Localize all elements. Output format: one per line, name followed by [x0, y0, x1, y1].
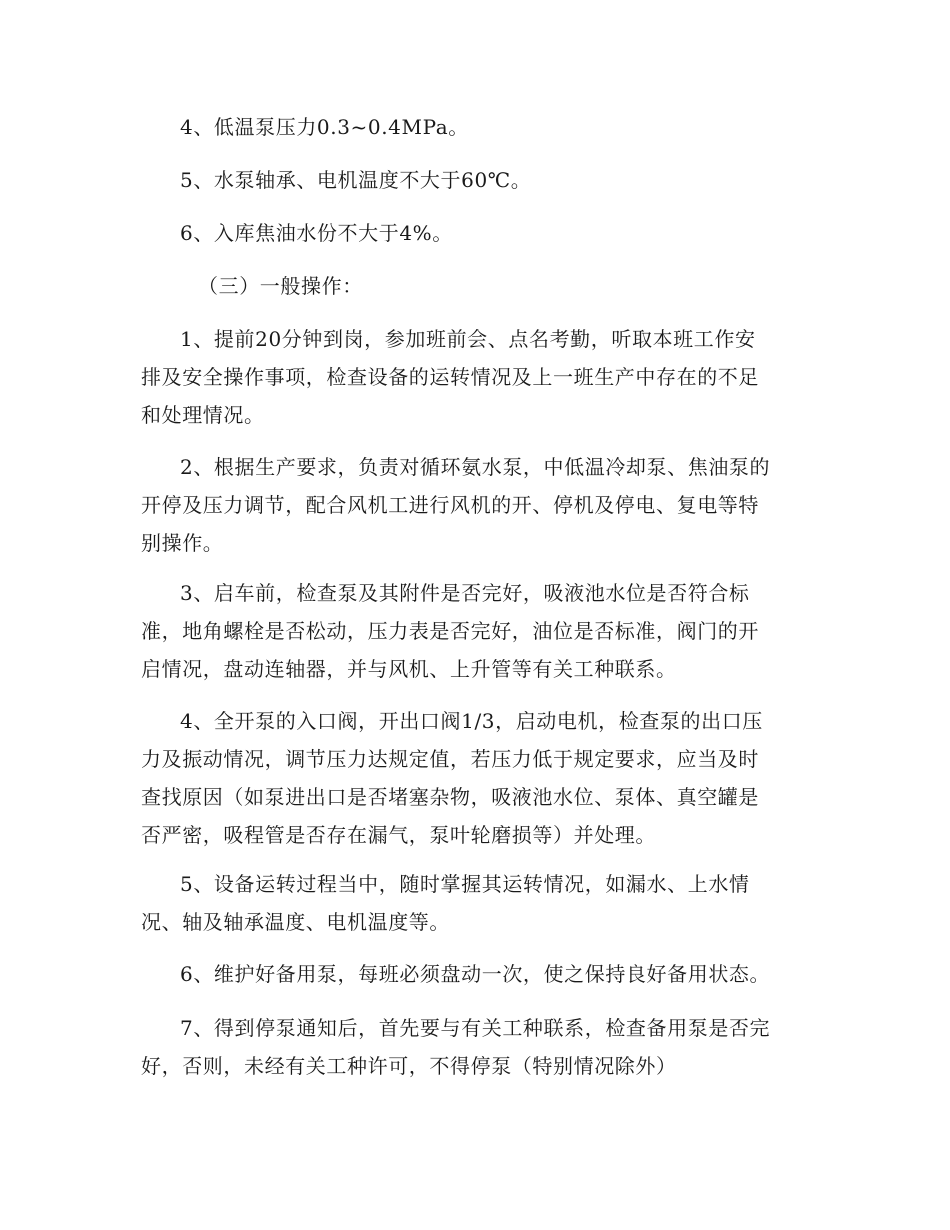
operation-item-7: [141, 1009, 806, 1085]
operation-item-2: [141, 448, 806, 562]
section-heading: （三）一般操作：: [198, 274, 363, 298]
operation-item-5: [141, 865, 806, 941]
paragraph-line: 开停及压力调节，配合风机工进行风机的开、停机及停电、复电等特: [141, 493, 759, 517]
operation-item-6: [141, 955, 806, 993]
paragraph-line: 6、维护好备用泵，每班必须盘动一次，使之保持良好备用状态。: [180, 962, 771, 986]
paragraph-line: 4、全开泵的入口阀，开出口阀1/3，启动电机，检查泵的出口压: [180, 709, 763, 733]
operation-item-4: [141, 702, 806, 854]
paragraph-line: 7、得到停泵通知后，首先要与有关工种联系，检查备用泵是否完: [180, 1016, 771, 1040]
operation-item-3: [141, 574, 806, 688]
paragraph-line: 准，地角螺栓是否松动，压力表是否完好，油位是否标准，阀门的开: [141, 619, 759, 643]
paragraph-line: 和处理情况。: [141, 403, 265, 427]
requirement-item-6: 6、入库焦油水份不大于4%。: [180, 221, 453, 245]
paragraph-line: 启情况，盘动连轴器，并与风机、上升管等有关工种联系。: [141, 657, 677, 681]
operation-item-1: [141, 320, 806, 434]
paragraph-line: 2、根据生产要求，负责对循环氨水泵，中低温冷却泵、焦油泵的: [180, 455, 771, 479]
paragraph-line: 况、轴及轴承温度、电机温度等。: [141, 910, 450, 934]
paragraph-line: 3、启车前，检查泵及其附件是否完好，吸液池水位是否符合标: [180, 581, 750, 605]
paragraph-line: 1、提前20分钟到岗，参加班前会、点名考勤，听取本班工作安: [180, 327, 756, 351]
requirement-item-4: 4、低温泵压力0.3~0.4MPa。: [180, 115, 469, 139]
paragraph-line: 好，否则，未经有关工种许可，不得停泵（特别情况除外）: [141, 1054, 677, 1078]
paragraph-line: 力及振动情况，调节压力达规定值，若压力低于规定要求，应当及时: [141, 747, 759, 771]
paragraph-line: 排及安全操作事项，检查设备的运转情况及上一班生产中存在的不足: [141, 365, 759, 389]
paragraph-line: 5、设备运转过程当中，随时掌握其运转情况，如漏水、上水情: [180, 872, 750, 896]
paragraph-line: 查找原因（如泵进出口是否堵塞杂物，吸液池水位、泵体、真空罐是: [141, 785, 759, 809]
paragraph-line: 否严密，吸程管是否存在漏气，泵叶轮磨损等）并处理。: [141, 823, 656, 847]
paragraph-line: 别操作。: [141, 531, 224, 555]
requirement-item-5: 5、水泵轴承、电机温度不大于60℃。: [180, 168, 532, 192]
